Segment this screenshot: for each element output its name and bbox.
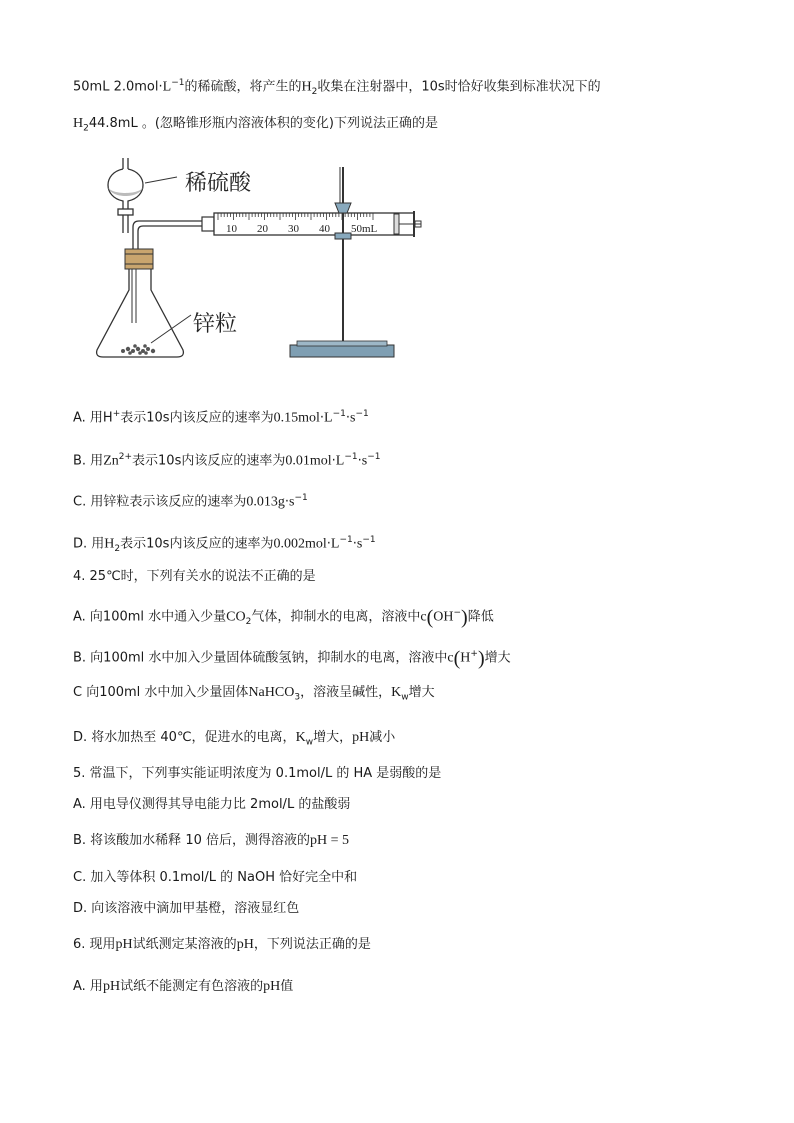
acid-pointer — [145, 177, 177, 183]
conical-flask — [97, 269, 184, 357]
rubber-stopper — [125, 249, 153, 269]
q5-option-c: C. 加入等体积 0.1mol/L 的 NaOH 恰好完全中和 — [73, 870, 358, 885]
q4-option-a: A. 向100ml 水中通入少量$CO_2$气体，抑制水的电离，溶液中c(OH−)降低 — [73, 606, 494, 629]
apparatus-figure — [85, 155, 435, 370]
q5-option-a: A. 用电导仪测得其导电能力比 2mol/L 的盐酸弱 — [73, 797, 351, 812]
iron-stand — [290, 167, 394, 357]
q5-option-d: D. 向该溶液中滴加甲基橙，溶液显红色 — [73, 901, 300, 916]
q5-stem: 5. 常温下，下列事实能证明浓度为 0.1mol/L 的 HA 是弱酸的是 — [73, 766, 442, 781]
q4-option-c: C 向100ml 水中加入少量固体NaHCO$_3$，溶液呈碱性，$K_w$增大 — [73, 685, 435, 703]
stand-base — [290, 345, 394, 357]
scale-10: 10 — [226, 223, 237, 235]
scale-50ml: 50mL — [351, 223, 378, 235]
q6-option-a: A. 用pH试纸不能测定有色溶液的pH值 — [73, 979, 294, 994]
q3-option-c: C. 用锌粒表示该反应的速率为$0.013g\cdot s^{-1}$ — [73, 493, 308, 510]
intro-line-2: $H_244.8mL$ 。(忽略锥形瓶内溶液体积的变化)下列说法正确的是 — [73, 116, 439, 134]
q3-option-a: A. 用H+表示10s内该反应的速率为$0.15mol\cdot L^{-1}\cdot s^{-1}$ — [73, 409, 369, 426]
q5-option-b: B. 将该酸加水稀释 10 倍后，测得溶液的pH = 5 — [73, 833, 350, 848]
q6-stem: 6. 现用pH试纸测定某溶液的pH，下列说法正确的是 — [73, 937, 371, 952]
label-zinc: 锌粒 — [193, 312, 238, 337]
intro-line-1: 50mL $2.0mol\cdot L^{-1}$的稀硫酸，将产生的$H_2$收集在注射器中，10s时恰好收集到标准状况下的 — [73, 78, 601, 97]
clamp — [335, 203, 351, 213]
q4-stem: 4. 25℃时，下列有关水的说法不正确的是 — [73, 569, 316, 584]
q3-option-d: D. 用$H_2$表示10s内该反应的速率为$0.002mol\cdot L^{-1}\cdot s^{-1}$ — [73, 535, 376, 554]
q4-option-b: B. 向100ml 水中加入少量固体硫酸氢钠，抑制水的电离，溶液中c(H+)增大 — [73, 647, 511, 670]
scale-30: 30 — [288, 223, 299, 235]
scale-20: 20 — [257, 223, 268, 235]
q4-option-d: D. 将水加热至 40℃，促进水的电离，$K_w$增大，pH减小 — [73, 730, 396, 748]
scale-40: 40 — [319, 223, 330, 235]
zinc-pointer — [151, 315, 191, 343]
acid-liquid — [108, 187, 143, 196]
zinc-granules — [121, 344, 155, 355]
q3-option-b: B. 用$Zn^{2+}$表示10s内该反应的速率为$0.01mol\cdot L^{-1}\cdot s^{-1}$ — [73, 452, 381, 469]
label-acid: 稀硫酸 — [185, 171, 252, 196]
